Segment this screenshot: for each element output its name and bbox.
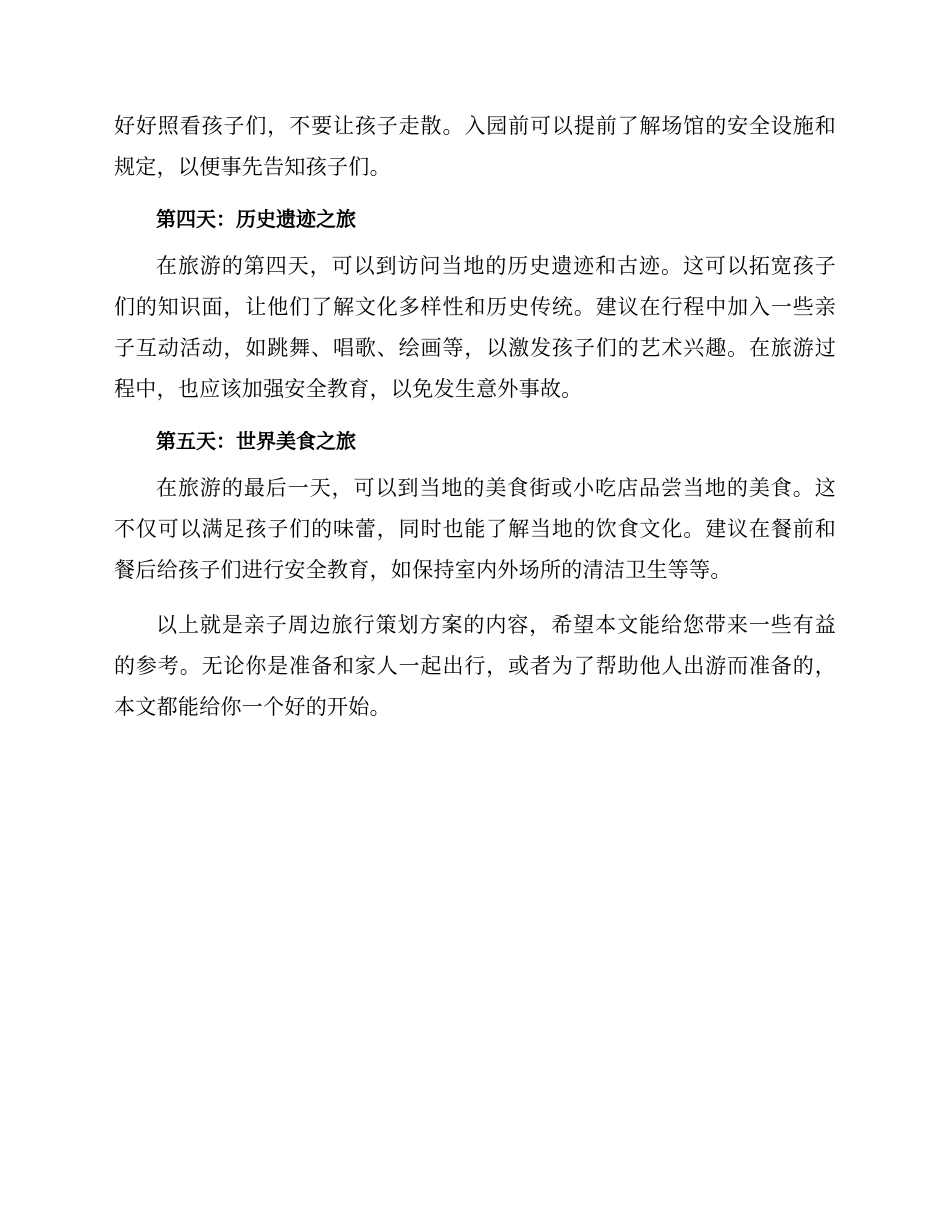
day5-heading: 第五天：世界美食之旅	[156, 429, 356, 453]
continuation-paragraph: 好好照看孩子们，不要让孩子走散。入园前可以提前了解场馆的安全设施和规定，以便事先告知孩子们。	[114, 114, 836, 179]
day4-paragraph: 在旅游的第四天，可以到访问当地的历史遗迹和古迹。这可以拓宽孩子们的知识面，让他们了解文化多样性和历史传统。建议在行程中加入一些亲子互动活动，如跳舞、唱歌、绘画等，以激发孩子们的艺术兴趣。在旅游过程中，也应该加强安全教育，以免发生意外事故。	[114, 254, 836, 401]
day5-paragraph: 在旅游的最后一天，可以到当地的美食街或小吃店品尝当地的美食。这不仅可以满足孩子们的味蕾，同时也能了解当地的饮食文化。建议在餐前和餐后给孩子们进行安全教育，如保持室内外场所的清洁卫生等等。	[114, 476, 836, 582]
conclusion-paragraph: 以上就是亲子周边旅行策划方案的内容，希望本文能给您带来一些有益的参考。无论你是准备和家人一起出行，或者为了帮助他人出游而准备的，本文都能给你一个好的开始。	[114, 613, 836, 719]
day4-heading: 第四天：历史遗迹之旅	[156, 207, 356, 231]
